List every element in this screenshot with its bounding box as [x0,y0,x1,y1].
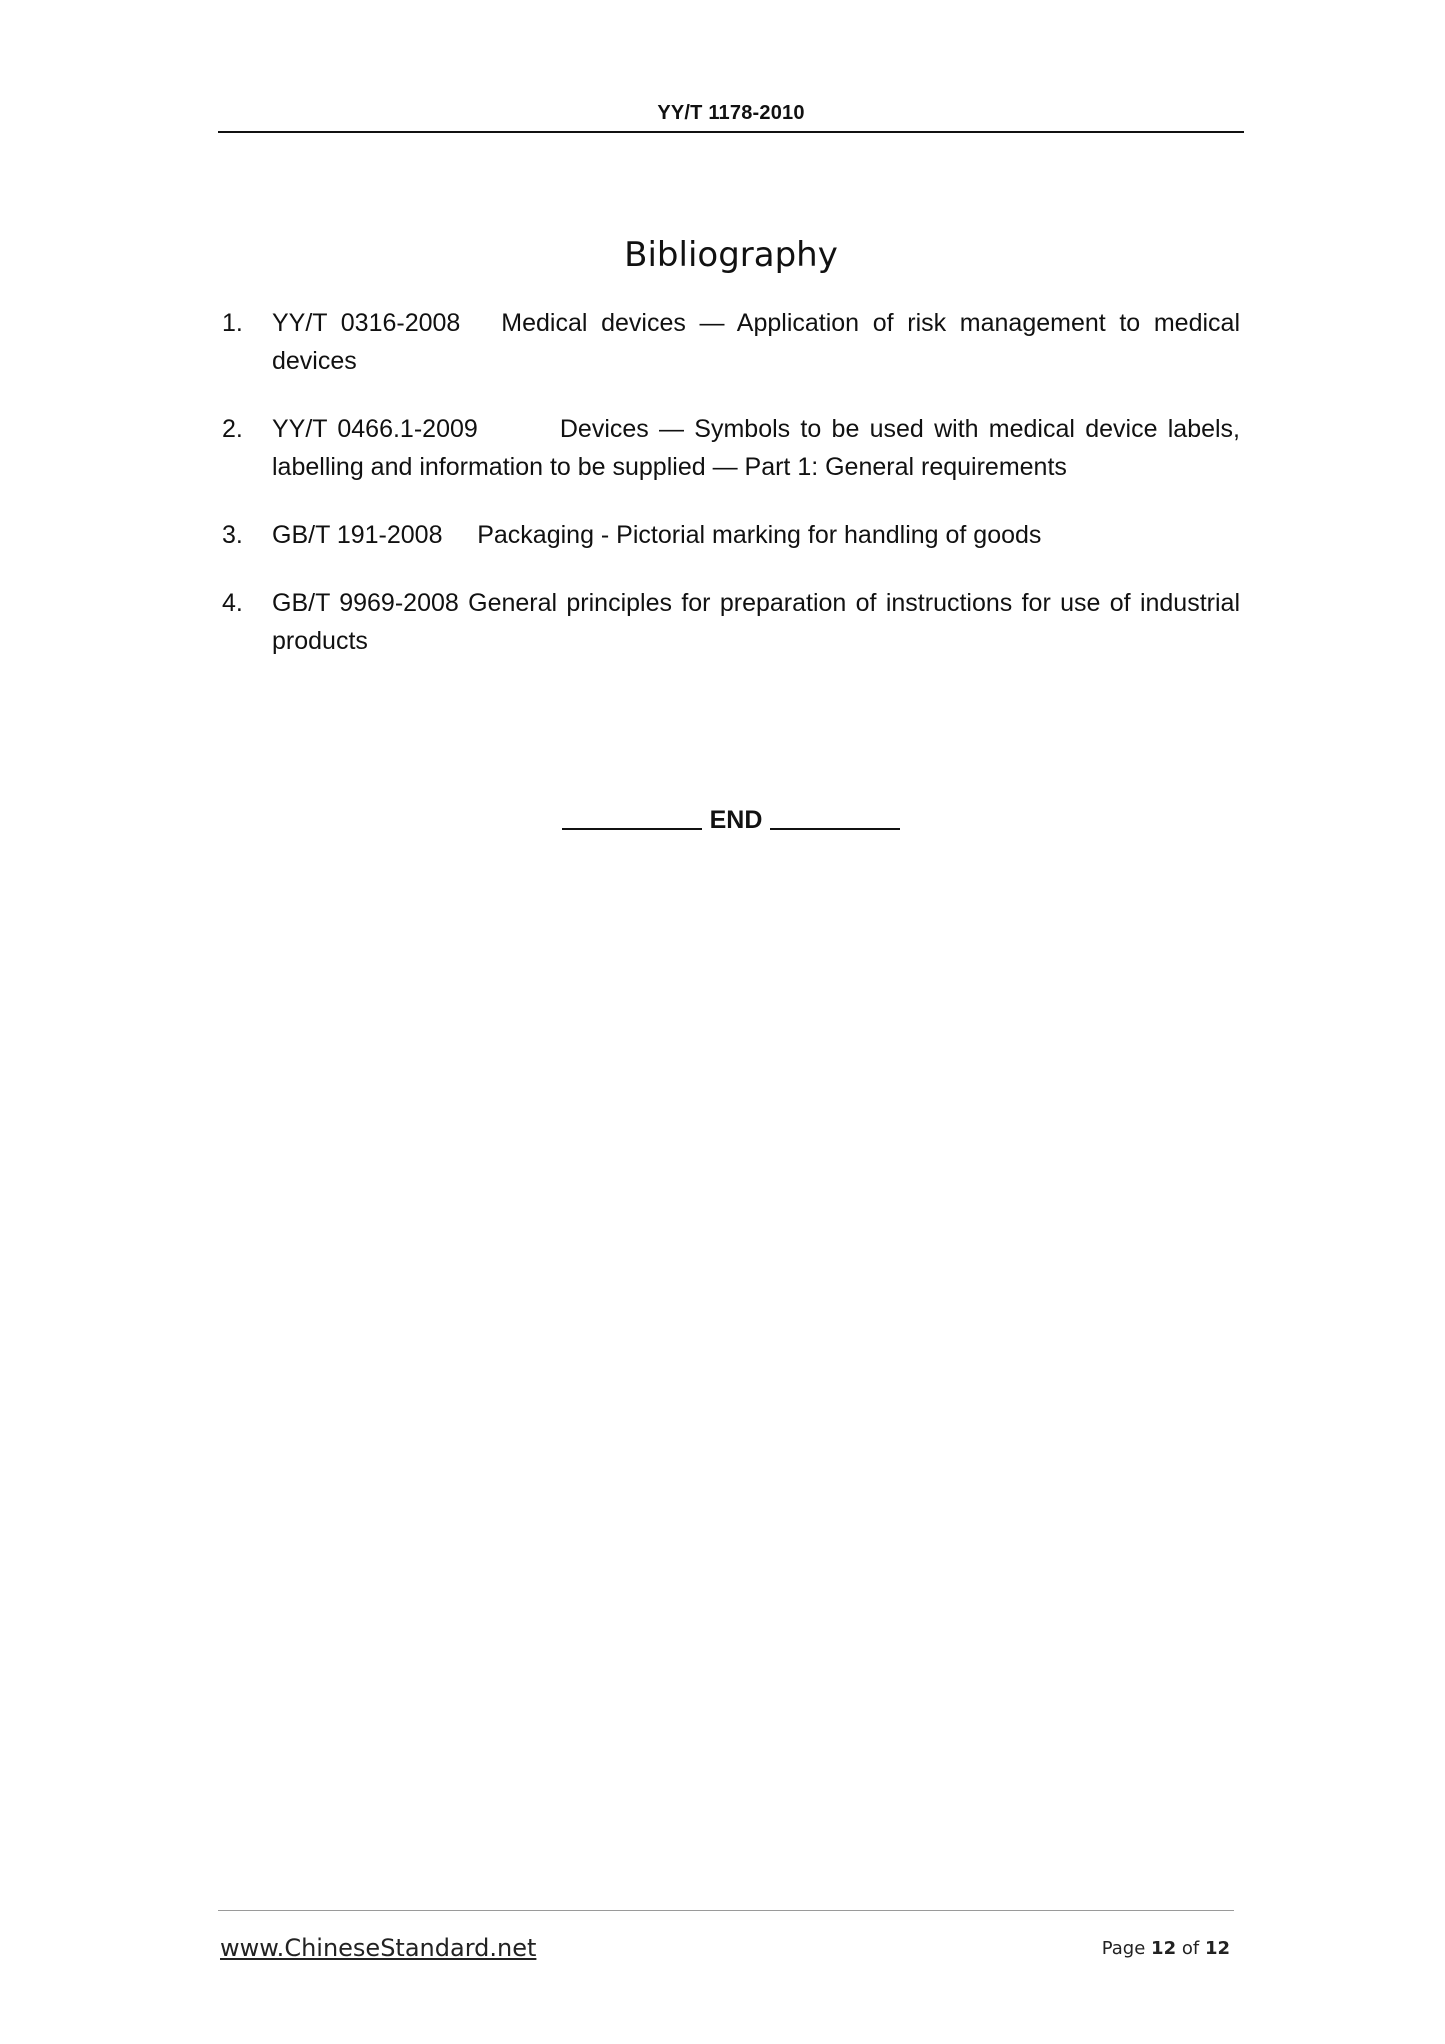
item-number: 1. [222,309,243,337]
bibliography-list [218,304,1240,690]
item-number: 4. [222,589,243,617]
page-word: Page [1101,1938,1146,1959]
item-standard-code: GB/T 9969-2008 [272,589,459,617]
footer-page-number [1102,1938,1230,1959]
end-line-left [562,828,702,830]
item-standard-code: GB/T 191-2008 [272,521,443,549]
item-description: Devices — Symbols to be used with medical device labels, labelling and information to be supplied — Part 1: General requirements [272,415,1240,481]
bibliography-item [218,304,1240,380]
end-line-right [770,828,900,830]
item-number: 2. [222,415,243,443]
header-divider [218,131,1244,133]
page-title: Bibliography [624,234,838,275]
bibliography-item [218,516,1240,554]
end-marker [218,806,1244,835]
page-total: 12 [1204,1938,1230,1959]
item-standard-code: YY/T 0466.1-2009 [272,415,478,443]
item-standard-code: YY/T 0316-2008 [272,309,461,337]
header-standard-code: YY/T 1178-2010 [657,102,805,124]
item-description: Packaging - Pictorial marking for handling of goods [477,521,1042,549]
page-of-word: of [1181,1938,1200,1959]
end-label: END [709,806,763,834]
bibliography-item [218,410,1240,486]
footer-divider [218,1910,1234,1911]
footer-website-link[interactable]: www.ChineseStandard.net [220,1934,537,1962]
item-description: General principles for preparation of instructions for use of industrial products [272,589,1240,655]
item-description: Medical devices — Application of risk management to medical devices [272,309,1240,375]
page-current: 12 [1151,1938,1177,1959]
bibliography-item [218,584,1240,660]
item-number: 3. [222,521,243,549]
